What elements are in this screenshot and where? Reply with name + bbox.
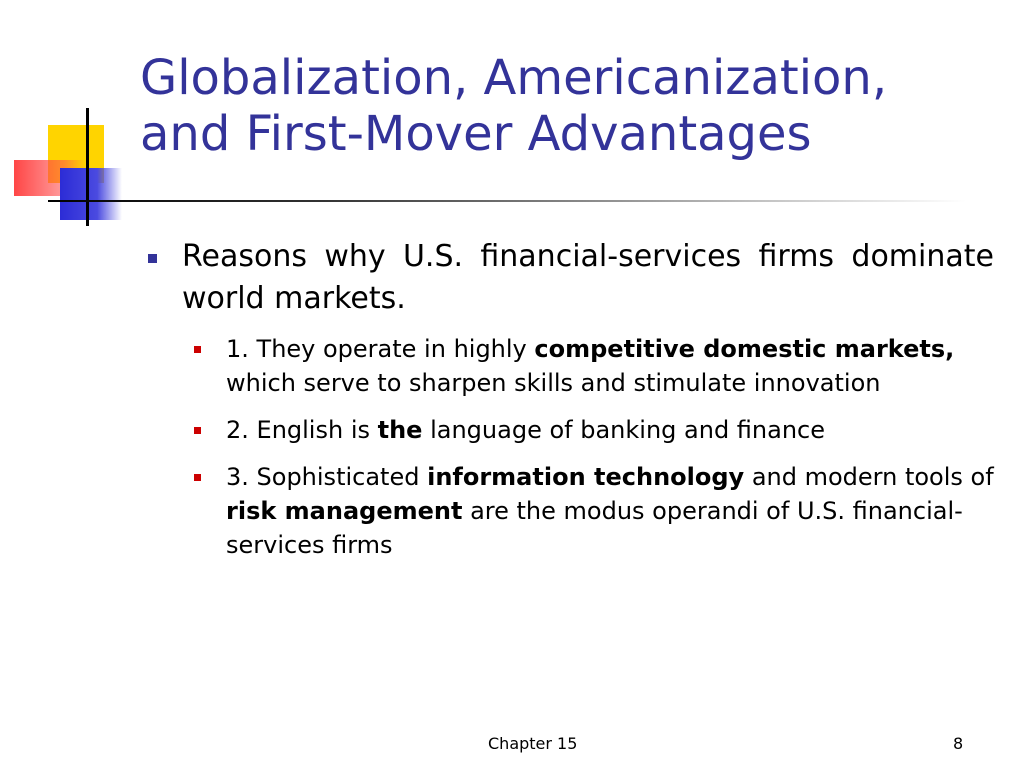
main-bullet [148, 236, 994, 320]
sub-bullet-2-post: language of banking and finance [422, 416, 826, 444]
square-bullet-icon [194, 346, 201, 353]
footer-chapter-label: Chapter 15 [488, 734, 578, 753]
sub-bullet-1 [194, 332, 994, 400]
sub-bullet-1-pre: 1. They operate in highly [226, 335, 535, 363]
sub-bullet-3-pre: 3. Sophisticated [226, 463, 428, 491]
sub-bullet-3-mid: and modern tools of [744, 463, 994, 491]
sub-bullet-2 [194, 413, 994, 447]
sub-bullet-3 [194, 460, 994, 562]
slide-title [140, 50, 1010, 162]
corner-decoration [0, 0, 150, 240]
sub-bullet-2-pre: 2. English is [226, 416, 378, 444]
footer-page-number: 8 [953, 734, 964, 753]
title-underline-rule [48, 200, 966, 202]
sub-bullet-list [148, 332, 994, 562]
title-line-1: Globalization, Americanization, [140, 50, 888, 106]
square-bullet-icon [194, 427, 201, 434]
sub-bullet-3-post: are the modus operandi of U.S. financial-services firms [226, 497, 963, 559]
square-bullet-icon [148, 254, 157, 263]
sub-bullet-1-bold: competitive domestic markets, [534, 335, 955, 363]
slide-body [148, 236, 994, 575]
vertical-rule [86, 108, 89, 226]
blue-gradient-shape [60, 168, 122, 220]
sub-bullet-3-bold-2: risk management [226, 497, 463, 525]
main-bullet-text: Reasons why U.S. financial-services firms dominate world markets. [182, 239, 994, 316]
sub-bullet-1-post: which serve to sharpen skills and stimulate innovation [226, 369, 881, 397]
sub-bullet-3-bold: information technology [427, 463, 745, 491]
sub-bullet-2-bold: the [377, 416, 423, 444]
title-line-2: and First-Mover Advantages [140, 106, 812, 162]
square-bullet-icon [194, 474, 201, 481]
